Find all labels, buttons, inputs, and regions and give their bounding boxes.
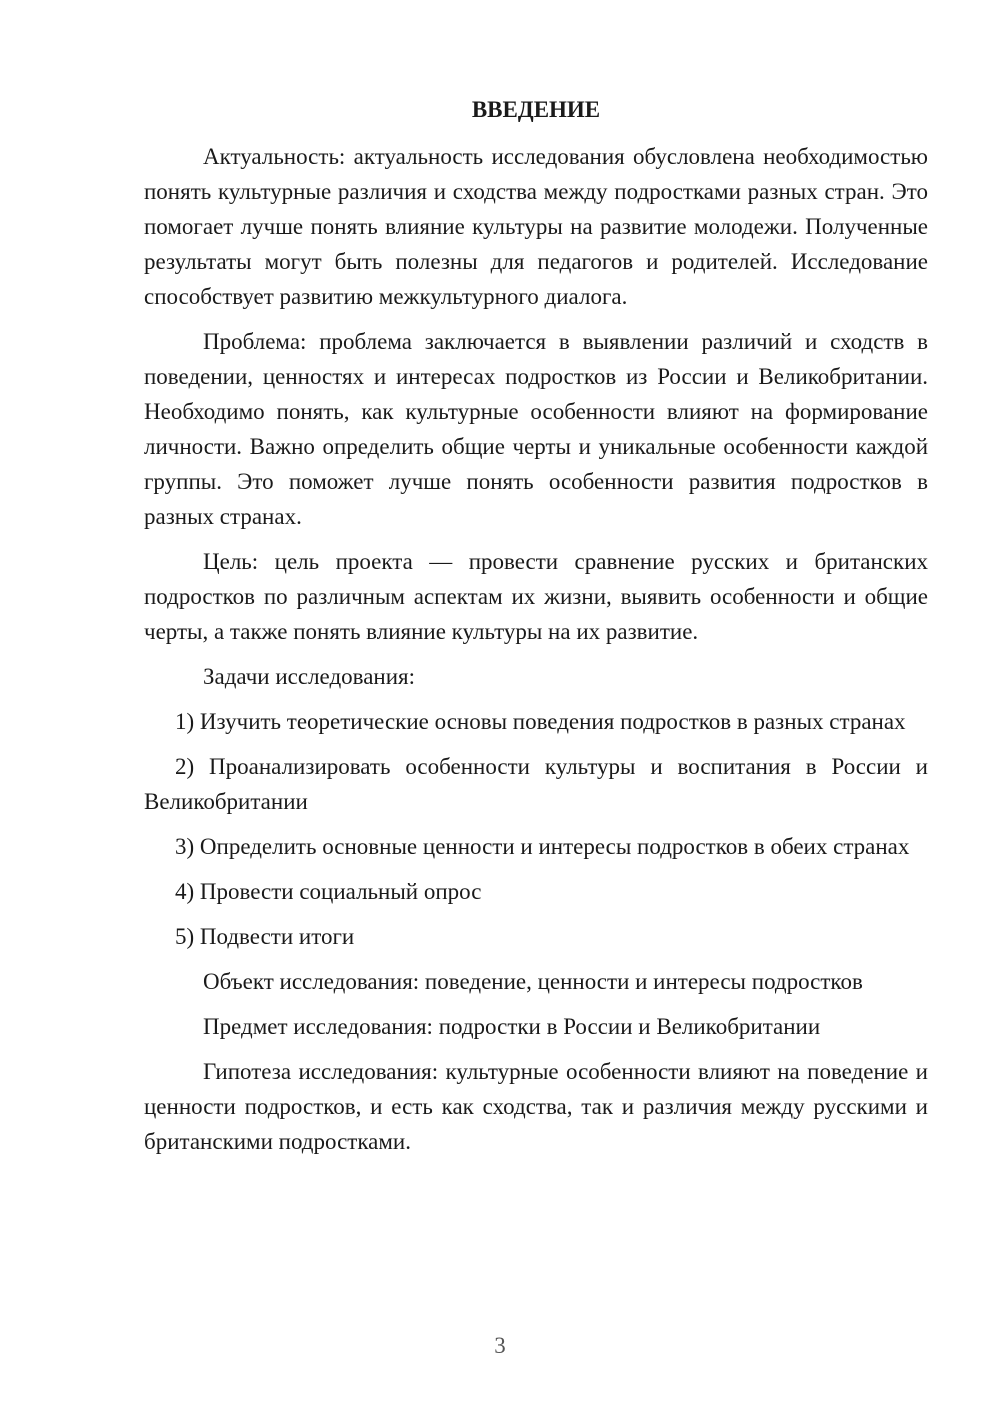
- problem-paragraph: Проблема: проблема заключается в выявлении различий и сходств в поведении, ценностях и интересах подростков из России и Великобритании. Необходимо понять, как культурные особенности влияют на формирование личности. Важно определить общие черты и уникальные особенности каждой группы. Это поможет лучше понять особенности развития подростков в разных странах.: [144, 329, 928, 529]
- goal-paragraph: Цель: цель проекта — провести сравнение русских и британских подростков по различным аспектам их жизни, выявить особенности и общие черты, а также понять влияние культуры на их развитие.: [144, 549, 928, 644]
- relevance-paragraph: Актуальность: актуальность исследования обусловлена необходимостью понять культурные различия и сходства между подростками разных стран. Это помогает лучше понять влияние культуры на развитие молодежи. Полученные результаты могут быть полезны для педагогов и родителей. Исследование способствует развитию межкультурного диалога.: [144, 144, 928, 309]
- page-content: [144, 92, 928, 1169]
- tasks-heading: Задачи исследования:: [203, 664, 416, 689]
- task-item-3: 3) Определить основные ценности и интересы подростков в обеих странах: [175, 834, 910, 859]
- subject-paragraph: Предмет исследования: подростки в России и Великобритании: [203, 1014, 821, 1039]
- hypothesis-paragraph: Гипотеза исследования: культурные особенности влияют на поведение и ценности подростков, и есть как сходства, так и различия между русскими и британскими подростками.: [144, 1059, 928, 1154]
- object-paragraph: Объект исследования: поведение, ценности и интересы подростков: [203, 969, 863, 994]
- page-number: 3: [494, 1333, 506, 1358]
- task-item-1: 1) Изучить теоретические основы поведения подростков в разных странах: [175, 709, 906, 734]
- task-item-5: 5) Подвести итоги: [175, 924, 355, 949]
- task-item-2: 2) Проанализировать особенности культуры и воспитания в России и Великобритании: [144, 754, 928, 814]
- section-title: ВВЕДЕНИЕ: [471, 97, 601, 122]
- task-item-4: 4) Провести социальный опрос: [175, 879, 482, 904]
